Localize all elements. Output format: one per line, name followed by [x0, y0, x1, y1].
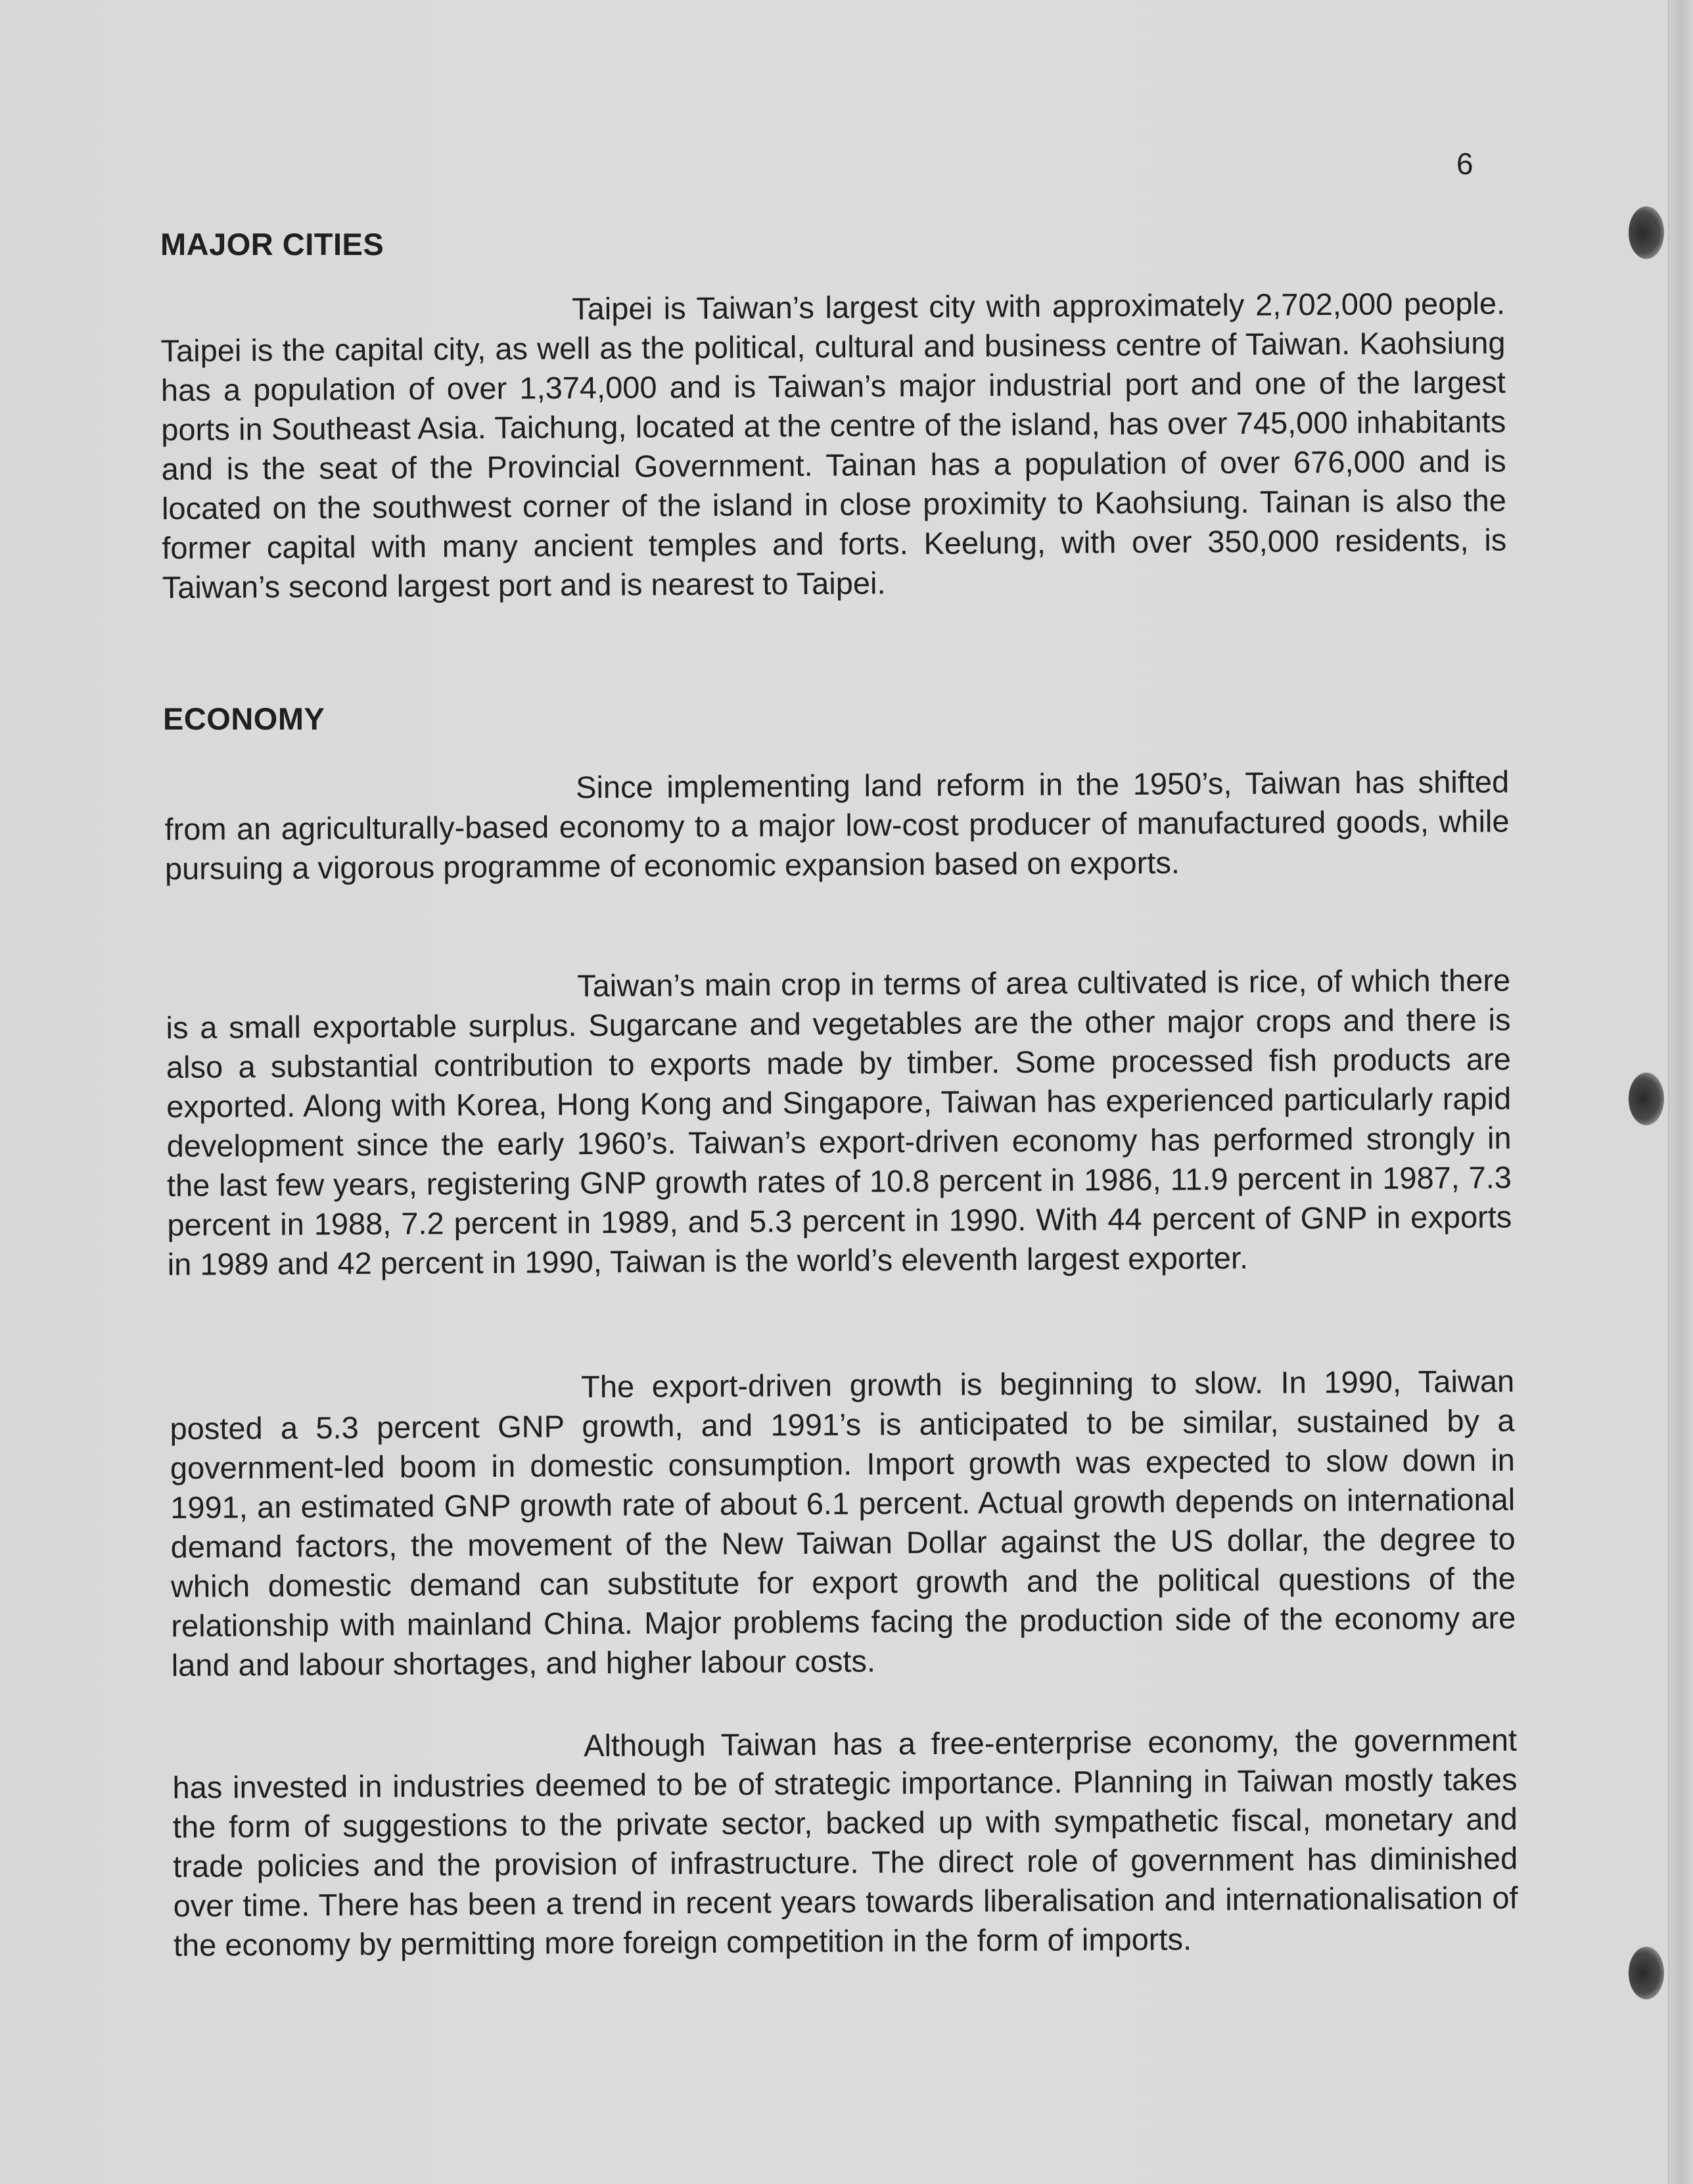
- punch-hole-bottom: [1629, 1947, 1664, 1999]
- heading-major-cities: MAJOR CITIES: [160, 227, 384, 262]
- punch-hole-middle: [1629, 1073, 1664, 1125]
- heading-economy: ECONOMY: [163, 701, 325, 736]
- paragraph-economy-2: Taiwan’s main crop in terms of area cultivated is rice, of which there is a small exportable surplus. Sugarcane and vegetables are the other major crops and there is also a substantial contribution to exports made by timber. Some processed fish products are exported. Along with Korea, Hong Kong and Singapore, Taiwan has experienced particularly rapid development since the early 1960’s. Taiwan’s export-driven economy has performed strongly in the last few years, registering GNP growth rates of 10.8 percent in 1986, 11.9 percent in 1987, 7.3 percent in 1988, 7.2 percent in 1989, and 5.3 percent in 1990. With 44 percent of GNP in exports in 1989 and 42 percent in 1990, Taiwan is the world’s eleventh largest exporter.: [166, 962, 1512, 1282]
- paragraph-economy-1: Since implementing land reform in the 1950’s, Taiwan has shifted from an agriculturally-based economy to a major low-cost producer of manufactured goods, while pursuing a vigorous programme of economic expansion based on exports.: [164, 764, 1510, 886]
- punch-hole-top: [1629, 206, 1664, 259]
- page-edge: [1668, 0, 1693, 2184]
- paragraph-economy-4: Although Taiwan has a free-enterprise economy, the government has invested in industries deemed to be of strategic importance. Planning in Taiwan mostly takes the form of suggestions to the private sector, backed up with sympathetic fiscal, monetary and trade policies and the provision of infrastructure. The direct role of government has diminished over time. There has been a trend in recent years towards liberalisation and internationalisation of the economy by permitting more foreign competition in the form of imports.: [172, 1722, 1518, 1963]
- page-number: 6: [1456, 147, 1473, 181]
- paragraph-economy-3: The export-driven growth is beginning to slow. In 1990, Taiwan posted a 5.3 percent GNP growth, and 1991’s is anticipated to be similar, sustained by a government-led boom in domestic consumption. Import growth was expected to slow down in 1991, an estimated GNP growth rate of about 6.1 percent. Actual growth depends on international demand factors, the movement of the New Taiwan Dollar against the US dollar, the degree to which domestic demand can substitute for export growth and the political questions of the relationship with mainland China. Major problems facing the production side of the economy are land and labour shortages, and higher labour costs.: [170, 1363, 1516, 1683]
- paragraph-major-cities: Taipei is Taiwan’s largest city with approximately 2,702,000 people. Taipei is the capital city, as well as the political, cultural and business centre of Taiwan. Kaohsiung has a population of over 1,374,000 and is Taiwan’s major industrial port and one of the largest ports in Southeast Asia. Taichung, located at the centre of the island, has over 745,000 inhabitants and is the seat of the Provincial Government. Tainan has a population of over 676,000 and is located on the southwest corner of the island in close proximity to Kaohsiung. Tainan is also the former capital with many ancient temples and forts. Keelung, with over 350,000 residents, is Taiwan’s second largest port and is nearest to Taipei.: [160, 285, 1507, 605]
